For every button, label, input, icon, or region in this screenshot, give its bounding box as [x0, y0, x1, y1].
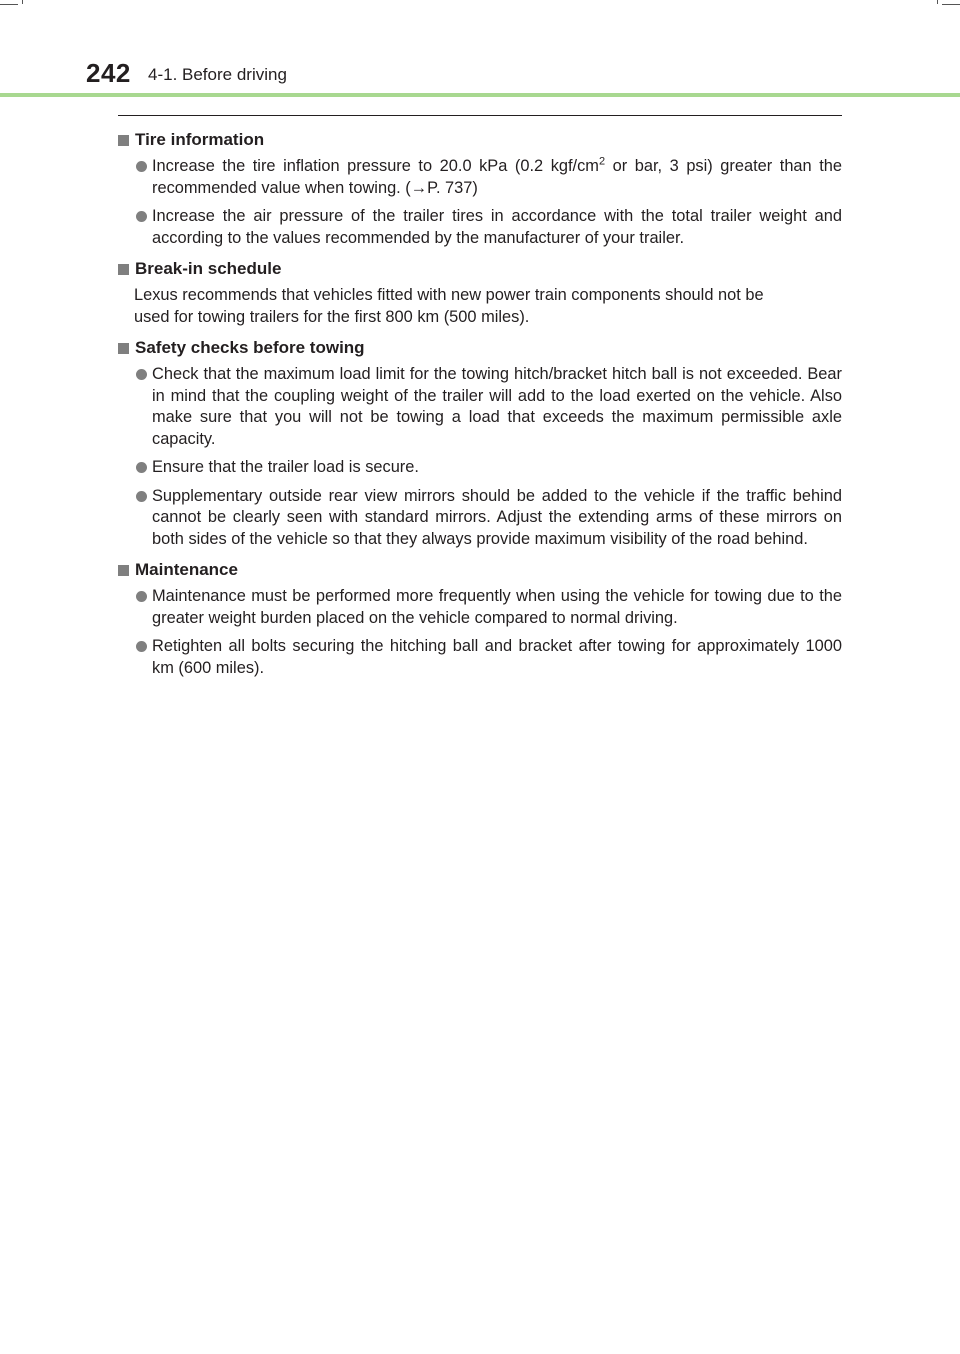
round-bullet-icon [136, 211, 147, 222]
bullet-text: Supplementary outside rear view mirrors should be added to the vehicle if the traffic behind cannot be clearly seen with standard mirrors. Adjust the extending arms of these mirrors on both sides of the vehicle so that they always provide maximum visibility of the road behind. [152, 486, 842, 548]
crop-mark [0, 4, 18, 5]
round-bullet-icon [136, 491, 147, 502]
section-heading [118, 336, 842, 360]
square-bullet-icon [118, 264, 129, 275]
page-number: 242 [86, 58, 131, 88]
square-bullet-icon [118, 135, 129, 146]
round-bullet-icon [136, 591, 147, 602]
crop-mark [22, 0, 23, 4]
bullet-text: Retighten all bolts securing the hitching ball and bracket after towing for approximately 1000 km (600 miles). [152, 637, 842, 677]
round-bullet-icon [136, 161, 147, 172]
paragraph-line: used for towing trailers for the first 800 km (500 miles). [134, 307, 530, 326]
section-heading [118, 257, 842, 281]
bullet-text: Ensure that the trailer load is secure. [152, 458, 419, 476]
crop-mark [937, 0, 938, 4]
header-rule [0, 93, 960, 97]
bullet-text: or bar, 3 psi) greater than the recommended value when towing. (→P. 737) [152, 157, 843, 197]
square-bullet-icon [118, 565, 129, 576]
section-title: 4-1. Before driving [148, 65, 287, 84]
section-break-in-schedule [118, 257, 842, 328]
section-heading [118, 128, 842, 152]
section-heading-text: Maintenance [135, 560, 238, 579]
section-heading-text: Tire information [135, 130, 265, 149]
bullet-text: Increase the air pressure of the trailer tires in accordance with the total trailer weight and according to the values recommended by the manufacturer of your trailer. [152, 207, 842, 247]
bullet-item [118, 206, 842, 249]
bullet-item [118, 156, 842, 199]
page-content [118, 128, 842, 687]
crop-mark [942, 4, 960, 5]
bullet-item [118, 586, 842, 629]
bullet-text: Check that the maximum load limit for the towing hitch/bracket hitch ball is not exceeded. Bear in mind that the coupling weight of the trailer will add to the load exerted on the vehicle. Also make sure that you will not be towing a load that exceeds the maximum permissible axle capacity. [152, 365, 842, 448]
section-heading-text: Safety checks before towing [135, 338, 365, 357]
section-paragraph [118, 285, 842, 328]
bullet-text: Maintenance must be performed more frequently when using the vehicle for towing due to the greater weight burden placed on the vehicle compared to normal driving. [152, 587, 842, 627]
bullet-item [118, 364, 842, 450]
bullet-item [118, 486, 842, 551]
bullet-item [118, 636, 842, 679]
section-tire-information [118, 128, 842, 249]
round-bullet-icon [136, 462, 147, 473]
section-maintenance [118, 558, 842, 679]
round-bullet-icon [136, 641, 147, 652]
content-rule [118, 115, 842, 116]
square-bullet-icon [118, 343, 129, 354]
section-safety-checks [118, 336, 842, 550]
section-heading [118, 558, 842, 582]
bullet-text: Increase the tire inflation pressure to 20.0 kPa (0.2 kgf/cm [152, 157, 599, 175]
bullet-item [118, 457, 842, 479]
section-heading-text: Break-in schedule [135, 259, 282, 278]
superscript: 2 [598, 155, 606, 168]
paragraph-line: Lexus recommends that vehicles fitted with new power train components should not be [134, 286, 764, 304]
round-bullet-icon [136, 369, 147, 380]
